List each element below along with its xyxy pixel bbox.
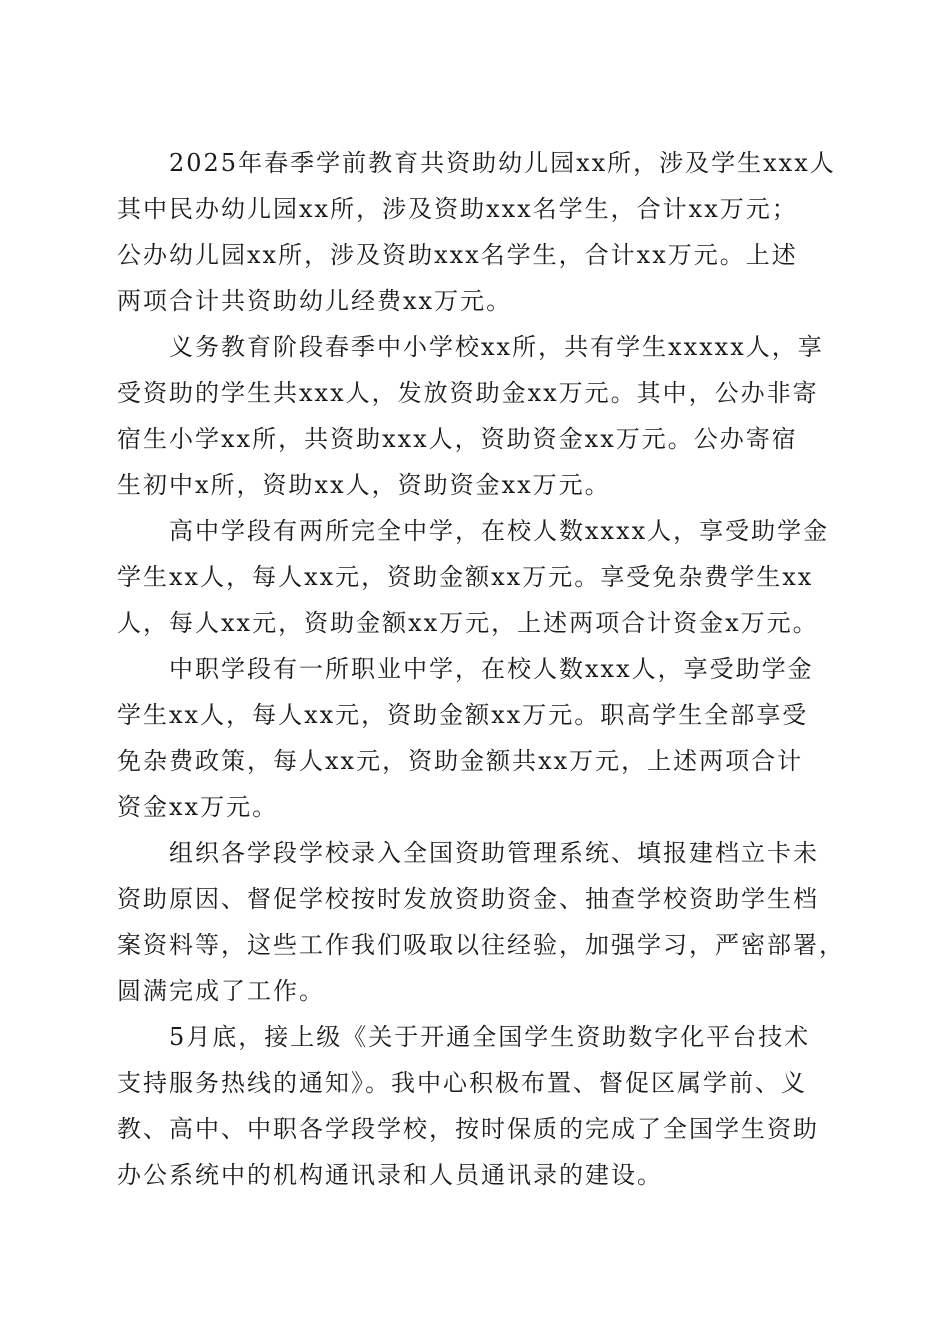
text-line: 公办幼儿园xx所，涉及资助xxx名学生，合计xx万元。上述 <box>117 241 798 269</box>
text-line: 组织各学段学校录入全国资助管理系统、填报建档立卡未 <box>169 839 819 867</box>
text-line: 资助原因、督促学校按时发放资助资金、抽查学校资助学生档 <box>117 885 819 913</box>
text-line: 高中学段有两所完全中学，在校人数xxxx人，享受助学金 <box>169 517 830 545</box>
text-line: 义务教育阶段春季中小学校xx所，共有学生xxxxx人，享 <box>169 333 824 361</box>
text-line: 人，每人xx元，资助金额xx万元，上述两项合计资金x万元。 <box>117 609 819 637</box>
text-line: 圆满完成了工作。 <box>117 977 325 1005</box>
text-line: 办公系统中的机构通讯录和人员通讯录的建设。 <box>117 1161 663 1189</box>
text-line: 学生xx人，每人xx元，资助金额xx万元。享受免杂费学生xx <box>117 563 814 591</box>
text-line: 其中民办幼儿园xx所，涉及资助xxx名学生，合计xx万元； <box>117 195 798 223</box>
paragraph-preschool <box>117 140 837 324</box>
paragraph-high-school <box>117 508 837 646</box>
text-line: 受资助的学生共xxx人，发放资助金xx万元。其中，公办非寄 <box>117 379 819 407</box>
text-line: 案资料等，这些工作我们吸取以往经验，加强学习，严密部署， <box>117 931 845 959</box>
text-line: 中职学段有一所职业中学，在校人数xxx人，享受助学金 <box>169 655 814 683</box>
text-line: 2025年春季学前教育共资助幼儿园xx所，涉及学生xxx人 <box>169 149 836 177</box>
text-line: 免杂费政策，每人xx元，资助金额共xx万元，上述两项合计 <box>117 747 804 775</box>
text-line: 学生xx人，每人xx元，资助金额xx万元。职高学生全部享受 <box>117 701 809 729</box>
document-body <box>117 140 845 1198</box>
text-line: 资金xx万元。 <box>117 793 279 821</box>
text-line: 支持服务热线的通知》。我中心积极布置、督促区属学前、义 <box>117 1069 807 1097</box>
text-line: 两项合计共资助幼儿经费xx万元。 <box>117 287 513 315</box>
paragraph-system-work <box>117 830 845 1014</box>
text-line: 5月底，接上级《关于开通全国学生资助数字化平台技术 <box>169 1023 811 1051</box>
text-line: 教、高中、中职各学段学校，按时保质的完成了全国学生资助 <box>117 1115 819 1143</box>
text-line: 生初中x所，资助xx人，资助资金xx万元。 <box>117 471 611 499</box>
paragraph-hotline <box>117 1014 837 1198</box>
text-line: 宿生小学xx所，共资助xxx人，资助资金xx万元。公办寄宿 <box>117 425 798 453</box>
paragraph-vocational <box>117 646 837 830</box>
paragraph-compulsory <box>117 324 837 508</box>
